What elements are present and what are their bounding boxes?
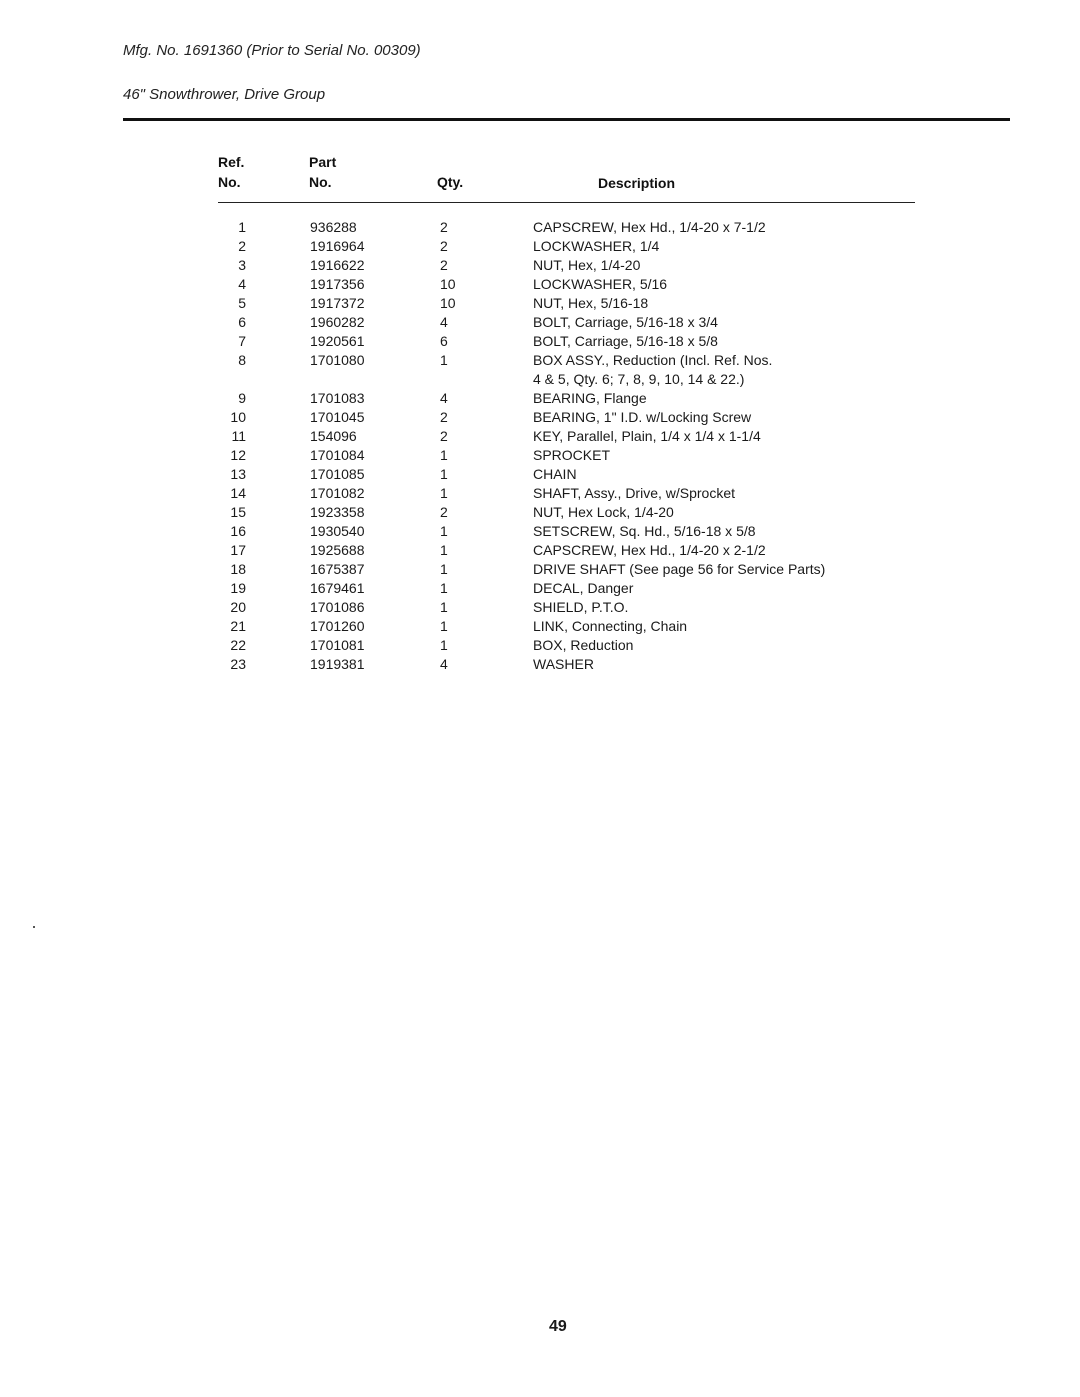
part-description: SHAFT, Assy., Drive, w/Sprocket: [533, 485, 736, 501]
part-description: DECAL, Danger: [533, 580, 634, 596]
description-header: Description: [598, 175, 676, 191]
part-description: WASHER: [533, 656, 594, 672]
ref-number: 5: [238, 295, 246, 311]
quantity: 1: [440, 561, 448, 577]
quantity: 4: [440, 314, 448, 330]
quantity: 1: [440, 580, 448, 596]
table-header-rule: [218, 202, 915, 203]
part-description: BOX, Reduction: [533, 637, 634, 653]
ref-number: 18: [230, 561, 246, 577]
part-number: 1960282: [310, 314, 365, 330]
ref-number: 9: [238, 390, 246, 406]
table-row: [0, 598, 1080, 617]
table-row: [0, 218, 1080, 237]
table-row: [0, 503, 1080, 522]
quantity: 2: [440, 409, 448, 425]
part-number: 1919381: [310, 656, 365, 672]
table-row: [0, 256, 1080, 275]
table-row: [0, 636, 1080, 655]
part-header-bottom: No.: [309, 174, 332, 190]
ref-number: 3: [238, 257, 246, 273]
quantity: 1: [440, 447, 448, 463]
table-row: [0, 294, 1080, 313]
table-row: [0, 332, 1080, 351]
quantity: 1: [440, 542, 448, 558]
quantity: 1: [440, 466, 448, 482]
table-row: [0, 313, 1080, 332]
part-number: 1679461: [310, 580, 365, 596]
page-number: 49: [549, 1318, 567, 1335]
part-number: 1701085: [310, 466, 365, 482]
part-description: CAPSCREW, Hex Hd., 1/4-20 x 2-1/2: [533, 542, 766, 558]
table-row: [0, 522, 1080, 541]
part-description: CAPSCREW, Hex Hd., 1/4-20 x 7-1/2: [533, 219, 766, 235]
part-number: 1701086: [310, 599, 365, 615]
ref-no-header: [218, 152, 244, 192]
quantity: 10: [440, 276, 456, 292]
quantity: 2: [440, 428, 448, 444]
part-description: SPROCKET: [533, 447, 611, 463]
part-number: 1925688: [310, 542, 365, 558]
ref-number: 1: [238, 219, 246, 235]
table-row: [0, 351, 1080, 389]
part-description: LINK, Connecting, Chain: [533, 618, 688, 634]
part-number: 1701260: [310, 618, 365, 634]
ref-number: 14: [230, 485, 246, 501]
part-description: KEY, Parallel, Plain, 1/4 x 1/4 x 1-1/4: [533, 428, 761, 444]
table-row: [0, 427, 1080, 446]
quantity: 1: [440, 618, 448, 634]
ref-number: 17: [230, 542, 246, 558]
part-number: 1701045: [310, 409, 365, 425]
quantity: 4: [440, 390, 448, 406]
part-description: CHAIN: [533, 466, 577, 482]
part-number: 1916964: [310, 238, 365, 254]
part-number: 154096: [310, 428, 357, 444]
ref-number: 23: [230, 656, 246, 672]
part-description: BEARING, Flange: [533, 390, 647, 406]
part-number: 1675387: [310, 561, 365, 577]
ref-number: 19: [230, 580, 246, 596]
quantity: 2: [440, 504, 448, 520]
table-row: [0, 275, 1080, 294]
header-rule: [123, 118, 1010, 121]
table-row: [0, 541, 1080, 560]
table-row: [0, 389, 1080, 408]
parts-list: [0, 218, 1080, 674]
quantity: 1: [440, 637, 448, 653]
part-number: 1920561: [310, 333, 365, 349]
part-number: 1923358: [310, 504, 365, 520]
part-description: BOLT, Carriage, 5/16-18 x 3/4: [533, 314, 718, 330]
part-header-top: Part: [309, 154, 337, 170]
ref-number: 20: [230, 599, 246, 615]
ref-number: 10: [230, 409, 246, 425]
quantity: 1: [440, 352, 448, 368]
table-row: [0, 655, 1080, 674]
part-number: 1917356: [310, 276, 365, 292]
manufacturer-number-heading: Mfg. No. 1691360 (Prior to Serial No. 00309): [123, 42, 421, 59]
part-number: 1701083: [310, 390, 365, 406]
ref-number: 13: [230, 466, 246, 482]
table-row: [0, 617, 1080, 636]
ref-number: 8: [238, 352, 246, 368]
table-row: [0, 446, 1080, 465]
part-description: BOLT, Carriage, 5/16-18 x 5/8: [533, 333, 718, 349]
part-description: SETSCREW, Sq. Hd., 5/16-18 x 5/8: [533, 523, 756, 539]
part-number: 1701084: [310, 447, 365, 463]
part-description: NUT, Hex, 1/4-20: [533, 257, 641, 273]
qty-header: Qty.: [437, 174, 464, 190]
quantity: 1: [440, 523, 448, 539]
quantity: 10: [440, 295, 456, 311]
ref-header-top: Ref.: [218, 154, 245, 170]
part-description: DRIVE SHAFT (See page 56 for Service Parts): [533, 561, 826, 577]
ref-number: 7: [238, 333, 246, 349]
part-number: 936288: [310, 219, 357, 235]
part-number: 1916622: [310, 257, 365, 273]
ref-number: 4: [238, 276, 246, 292]
quantity: 2: [440, 219, 448, 235]
part-description: LOCKWASHER, 5/16: [533, 276, 668, 292]
part-number: 1701082: [310, 485, 365, 501]
part-description: SHIELD, P.T.O.: [533, 599, 629, 615]
ref-number: 22: [230, 637, 246, 653]
part-number: 1701080: [310, 352, 365, 368]
part-description: LOCKWASHER, 1/4: [533, 238, 660, 254]
quantity: 2: [440, 238, 448, 254]
part-description: BEARING, 1" I.D. w/Locking Screw: [533, 409, 752, 425]
table-row: [0, 484, 1080, 503]
table-row: [0, 579, 1080, 598]
part-description: NUT, Hex Lock, 1/4-20: [533, 504, 674, 520]
ref-number: 11: [231, 428, 246, 444]
table-row: [0, 465, 1080, 484]
ref-header-bottom: No.: [218, 174, 241, 190]
quantity: 6: [440, 333, 448, 349]
table-row: [0, 560, 1080, 579]
scan-speck: [33, 926, 35, 928]
ref-number: 21: [230, 618, 246, 634]
part-description: NUT, Hex, 5/16-18: [533, 295, 649, 311]
ref-number: 2: [238, 238, 246, 254]
ref-number: 6: [238, 314, 246, 330]
ref-number: 12: [230, 447, 246, 463]
ref-number: 16: [230, 523, 246, 539]
part-number: 1701081: [310, 637, 365, 653]
part-description: BOX ASSY., Reduction (Incl. Ref. Nos. 4 & 5, Qty. 6; 7, 8, 9, 10, 14 & 22.): [533, 352, 773, 387]
table-row: [0, 408, 1080, 427]
drive-group-heading: 46" Snowthrower, Drive Group: [123, 86, 326, 103]
table-row: [0, 237, 1080, 256]
part-number: 1917372: [310, 295, 365, 311]
quantity: 1: [440, 485, 448, 501]
ref-number: 15: [230, 504, 246, 520]
quantity: 2: [440, 257, 448, 273]
quantity: 1: [440, 599, 448, 615]
part-no-header: [309, 152, 336, 192]
quantity: 4: [440, 656, 448, 672]
part-number: 1930540: [310, 523, 365, 539]
